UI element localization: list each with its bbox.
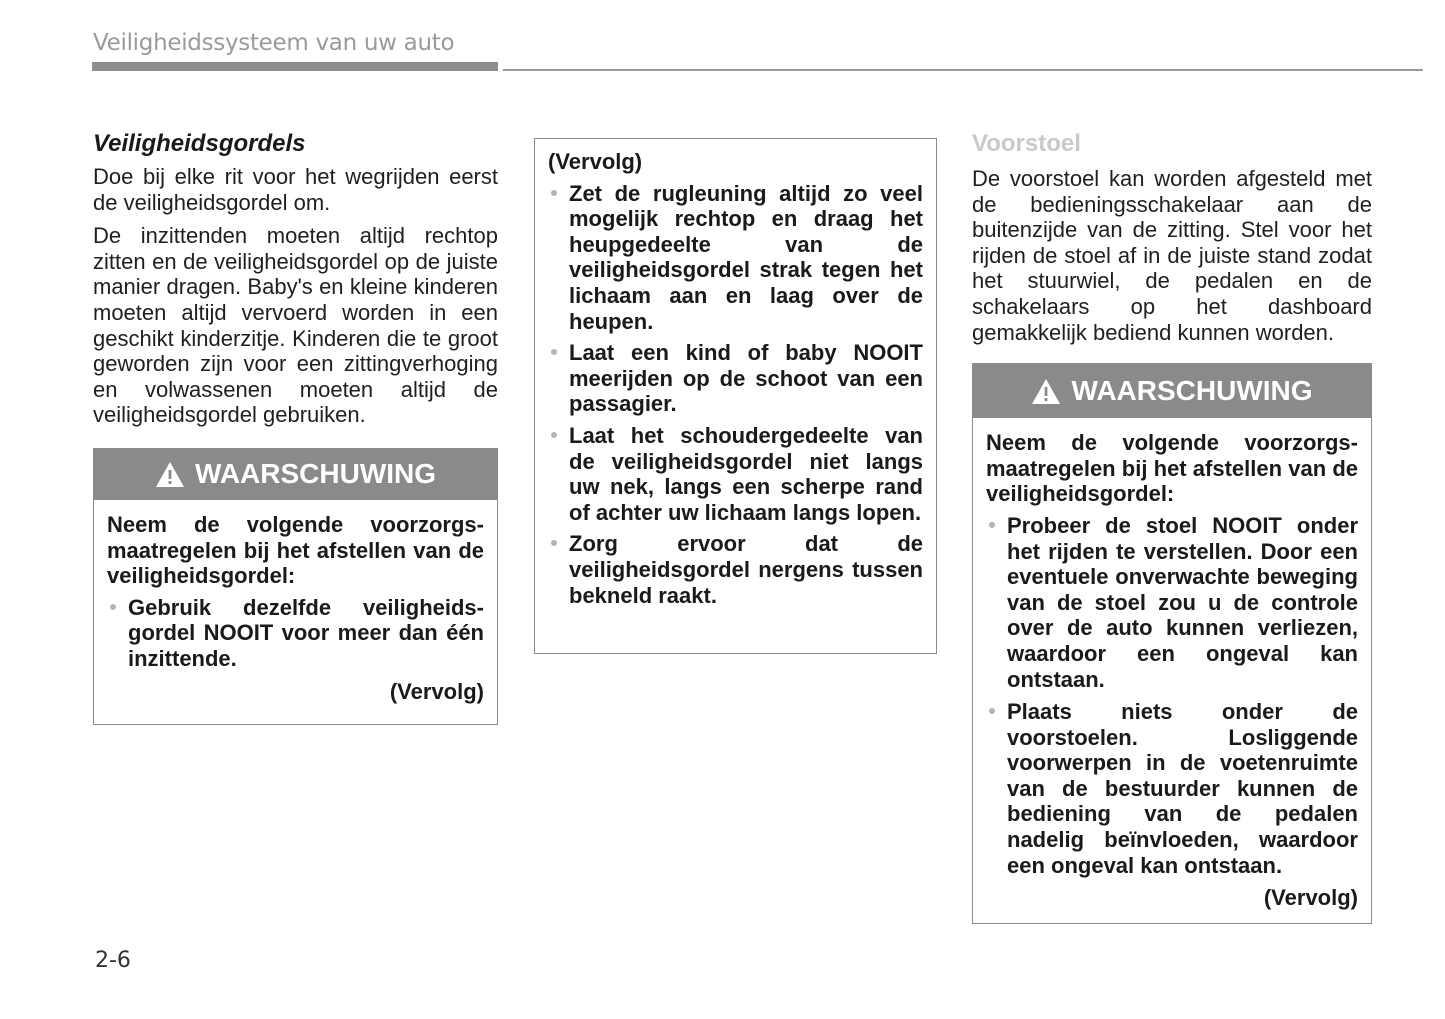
header-rule-thin (503, 69, 1423, 71)
list-item: Probeer de stoel NOOIT onder het rijden te verstellen. Door een eventuele onverwachte beweging van de stoel zou u de controle over de auto kunnen verliezen, waardoor een ongeval kan ontstaan. (986, 513, 1358, 692)
list-item: Zorg ervoor dat de veiligheidsgordel nergens tussen bekneld raakt. (548, 531, 923, 608)
column-left (93, 130, 498, 725)
warning-title: WAARSCHUWING (1071, 375, 1313, 407)
warning-box-continued (534, 138, 937, 654)
continued-label: (Vervolg) (1263, 885, 1358, 911)
section-title-seatbelts: Veiligheidsgordels (93, 130, 306, 157)
warning-title: WAARSCHUWING (194, 458, 437, 490)
list-item: Zet de rugleuning altijd zo veel mogelijk rechtop en draag het heupgedeelte van de veiligheidsgordel strak tegen het lichaam aan en laag over de heupen. (548, 181, 923, 335)
warning-body (973, 418, 1371, 927)
continued-label: (Vervolg) (548, 149, 643, 174)
warning-intro: Neem de volgende voorzorgs-maatregelen bij het afstellen van de veiligheidsgordel: (986, 430, 1358, 507)
list-item: Gebruik dezelfde veiligheids-gordel NOOIT voor meer dan één inzittende. (107, 595, 484, 672)
running-header: Veiligheidssysteem van uw auto (93, 30, 455, 56)
warning-header (973, 364, 1371, 418)
warning-triangle-icon (1031, 378, 1061, 405)
list-item: Laat een kind of baby NOOIT meerijden op de schoot van een passagier. (548, 340, 923, 417)
section-title-front-seat: Voorstoel (972, 130, 1081, 157)
body-paragraph: Doe bij elke rit voor het wegrijden eerst de veiligheidsgordel om. (93, 164, 498, 215)
body-paragraph: De voorstoel kan worden afgesteld met de bedieningsschakelaar aan de buitenzijde van de zitting. Stel voor het rijden de stoel af in de juiste stand zodat het stuurwiel, de pedalen en de schakelaars op het dashboard gemakkelijk bediend kunnen worden. (972, 166, 1372, 345)
body-paragraph: De inzittenden moeten altijd rechtop zitten en de veiligheidsgordel op de juiste manier dragen. Baby's en kleine kinderen moeten altijd vervoerd worden in een geschikt kinderzitje. Kinderen die te groot geworden zijn voor een zittingverhoging en volwassenen moeten altijd de veiligheidsgordel gebruiken. (93, 223, 498, 428)
list-item: Plaats niets onder de voorstoelen. Losliggende voorwerpen in de voetenruimte van de bestuurder kunnen de bediening van de pedalen nadelig beïnvloeden, waardoor een ongeval kan ontstaan. (986, 699, 1358, 878)
warning-header (94, 449, 497, 500)
header-rule-thick (92, 62, 498, 71)
continued-label: (Vervolg) (389, 678, 484, 704)
column-right (972, 130, 1372, 924)
list-item: Laat het schoudergedeelte van de veiligheidsgordel niet langs uw nek, langs een scherpe rand of achter uw lichaam langs lopen. (548, 423, 923, 525)
warning-body (94, 500, 497, 720)
warning-box (93, 448, 498, 725)
warning-triangle-icon (155, 461, 185, 488)
warning-intro: Neem de volgende voorzorgs-maatregelen bij het afstellen van de veiligheidsgordel: (107, 511, 484, 589)
warning-list (548, 181, 923, 609)
warning-list (107, 595, 484, 672)
warning-list (986, 513, 1358, 878)
page-number: 2-6 (95, 948, 131, 973)
warning-box (972, 363, 1372, 924)
